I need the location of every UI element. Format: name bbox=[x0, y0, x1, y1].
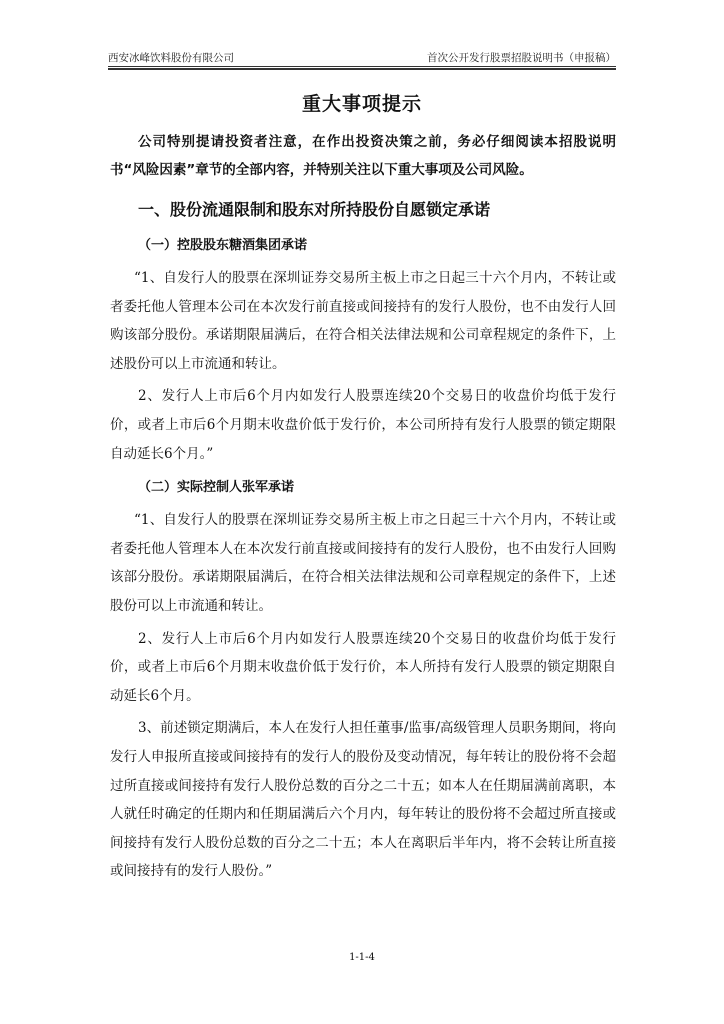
header-rule-thick bbox=[108, 68, 616, 70]
intro-paragraph: 公司特别提请投资者注意，在作出投资决策之前，务必仔细阅读本招股说明书“风险因素”章节的全部内容，并特别关注以下重大事项及公司风险。 bbox=[110, 134, 616, 178]
sub1-paragraph-2: 2、发行人上市后6个月内如发行人股票连续20个交易日的收盘价均低于发行价，或者上市后6个月期末收盘价低于发行价，本公司所持有发行人股票的锁定期限自动延长6个月。” bbox=[110, 388, 616, 462]
sub2-paragraph-2: 2、发行人上市后6个月内如发行人股票连续20个交易日的收盘价均低于发行价，或者上市后6个月期末收盘价低于发行价，本人所持有发行人股票的锁定期限自动延长6个月。 bbox=[110, 630, 616, 704]
header-doc-title: 首次公开发行股票招股说明书（申报稿） bbox=[427, 52, 616, 64]
sub2-paragraph-3: 3、前述锁定期满后，本人在发行人担任董事/监事/高级管理人员职务期间，将向发行人申报所直接或间接持有的发行人的股份及变动情况，每年转让的股份将不会超过所直接或间接持有发行人股份总数的百分之二十五；如本人在任期届满前离职，本人就任时确定的任期内和任期届满后六个月内，每年转让的股份将不会超过所直接或间接持有发行人股份总数的百分之二十五；本人在离职后半年内，将不会转让所直接或间接持有的发行人股份。” bbox=[110, 720, 616, 880]
page-number: 1-1-4 bbox=[349, 952, 375, 963]
sub1-paragraph-1: “1、自发行人的股票在深圳证券交易所主板上市之日起三十六个月内，不转让或者委托他人管理本公司在本次发行前直接或间接持有的发行人股份，也不由发行人回购该部分股份。承诺期限届满后，在符合相关法律法规和公司章程规定的条件下，上述股份可以上市流通和转让。 bbox=[110, 270, 616, 372]
header-rule bbox=[108, 66, 616, 67]
subsection-heading-1: （一）控股股东糖酒集团承诺 bbox=[138, 238, 308, 253]
page-title: 重大事项提示 bbox=[301, 93, 422, 115]
sub2-paragraph-1: “1、自发行人的股票在深圳证券交易所主板上市之日起三十六个月内，不转让或者委托他人管理本人在本次发行前直接或间接持有的发行人股份，也不由发行人回购该部分股份。承诺期限届满后，在符合相关法律法规和公司章程规定的条件下，上述股份可以上市流通和转让。 bbox=[110, 512, 616, 614]
header-company: 西安冰峰饮料股份有限公司 bbox=[108, 52, 234, 64]
page-header bbox=[108, 48, 616, 66]
document-body bbox=[110, 128, 616, 890]
section-heading-1: 一、股份流通限制和股东对所持股份自愿锁定承诺 bbox=[138, 200, 491, 219]
subsection-heading-2: （二）实际控制人张军承诺 bbox=[138, 480, 295, 496]
